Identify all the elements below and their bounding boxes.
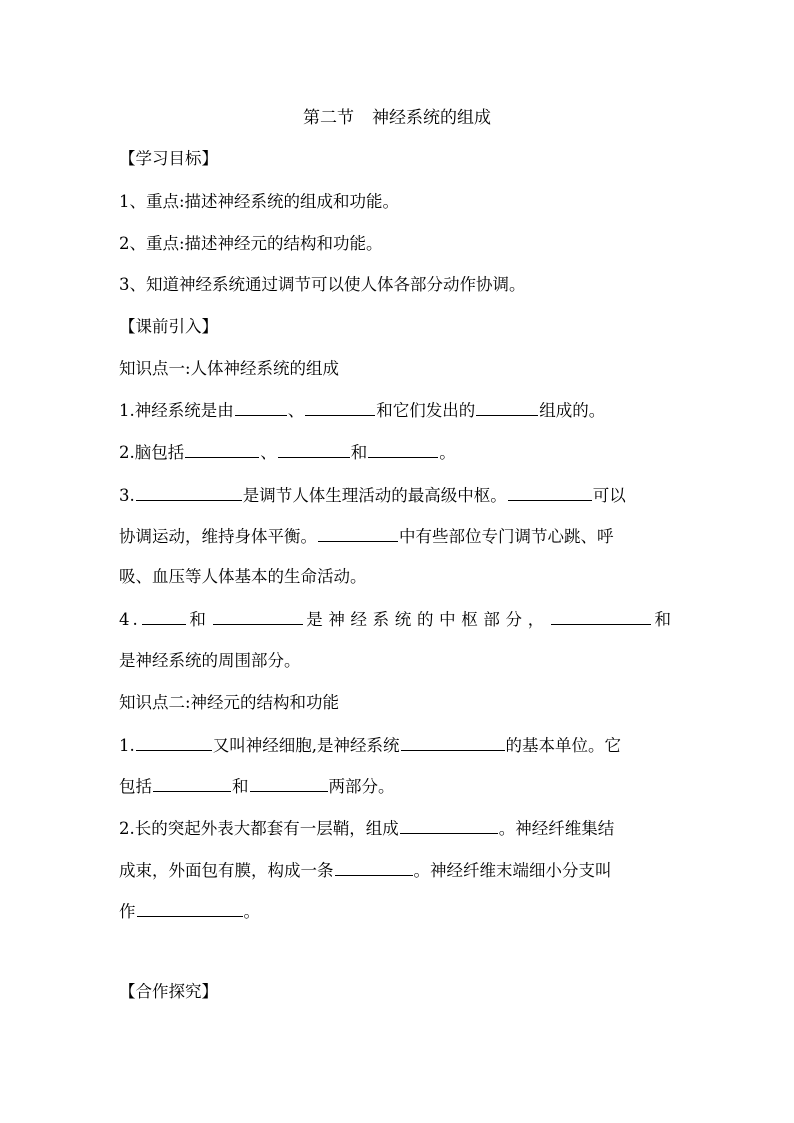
kp1-question-3-line-1 xyxy=(119,483,674,508)
answer-blank[interactable] xyxy=(476,398,538,416)
kp1-q3-text-d: 协调运动，维持身体平衡。 xyxy=(119,527,317,546)
answer-blank[interactable] xyxy=(335,858,413,876)
kp1-q2-text-a: 2.脑包括 xyxy=(119,443,185,462)
kp1-q1-text-b: 、 xyxy=(287,401,305,420)
kp2-q2-text-d: 。神经纤维末端细小分支叫 xyxy=(413,861,612,880)
answer-blank[interactable] xyxy=(142,607,186,625)
goal-item-3: 3、知道神经系统通过调节可以使人体各部分动作协调。 xyxy=(119,275,526,294)
goal-item-2: 2、重点:描述神经元的结构和功能。 xyxy=(119,234,383,253)
answer-blank[interactable] xyxy=(318,524,398,542)
kp1-question-4-line-1 xyxy=(119,607,674,632)
answer-blank[interactable] xyxy=(278,440,350,458)
kp2-q1-text-a: 1. xyxy=(119,736,135,755)
answer-blank[interactable] xyxy=(153,774,231,792)
kp1-q3-text-b: 是调节人体生理活动的最高级中枢。 xyxy=(242,486,507,505)
kp2-question-1-line-1 xyxy=(119,733,674,758)
answer-blank[interactable] xyxy=(235,398,287,416)
kp2-q2-text-c: 成束，外面包有膜，构成一条 xyxy=(119,861,334,880)
answer-blank[interactable] xyxy=(213,607,303,625)
kp1-q4-text-d: 和 xyxy=(651,610,675,629)
answer-blank[interactable] xyxy=(400,816,498,834)
kp2-question-2-line-1 xyxy=(119,816,674,841)
goal-item-1: 1、重点:描述神经系统的组成和功能。 xyxy=(119,192,400,211)
kp2-heading: 知识点二:神经元的结构和功能 xyxy=(119,693,340,712)
kp2-q1-text-e: 和 xyxy=(232,777,249,796)
answer-blank[interactable] xyxy=(551,607,651,625)
kp1-question-3-line-3: 吸、血压等人体基本的生命活动。 xyxy=(119,567,367,586)
answer-blank[interactable] xyxy=(137,899,243,917)
kp1-question-3-line-2 xyxy=(119,524,674,549)
kp1-q2-text-d: 。 xyxy=(439,443,456,462)
kp1-q1-text-a: 1.神经系统是由 xyxy=(119,401,234,420)
answer-blank[interactable] xyxy=(136,733,212,751)
answer-blank[interactable] xyxy=(401,733,505,751)
kp1-q1-text-c: 和它们发出的 xyxy=(376,401,476,420)
kp1-heading: 知识点一:人体神经系统的组成 xyxy=(119,359,340,378)
kp2-question-2-line-3 xyxy=(119,899,674,924)
intro-heading: 【课前引入】 xyxy=(119,317,218,336)
kp1-question-4-line-2: 是神经系统的周围部分。 xyxy=(119,651,301,670)
answer-blank[interactable] xyxy=(250,774,328,792)
section-number: 第二节 xyxy=(303,108,354,128)
kp1-q4-text-c: 是神经系统的中枢部分， xyxy=(303,610,550,629)
kp2-question-1-line-2 xyxy=(119,774,674,799)
kp2-q1-text-f: 两部分。 xyxy=(328,777,395,796)
kp2-q2-text-e: 作 xyxy=(119,902,136,921)
kp1-q3-text-e: 中有些部位专门调节心跳、呼 xyxy=(399,527,614,546)
kp1-question-2 xyxy=(119,440,674,465)
answer-blank[interactable] xyxy=(508,483,592,501)
kp1-question-1 xyxy=(119,398,674,423)
coop-heading: 【合作探究】 xyxy=(119,982,218,1001)
kp1-q1-text-d: 组成的。 xyxy=(539,401,606,420)
answer-blank[interactable] xyxy=(368,440,438,458)
kp2-q2-text-a: 2.长的突起外表大都套有一层鞘，组成 xyxy=(119,819,399,838)
kp1-q3-text-a: 3. xyxy=(119,486,135,505)
section-name: 神经系统的组成 xyxy=(372,108,491,128)
kp1-q2-text-c: 和 xyxy=(350,443,368,462)
answer-blank[interactable] xyxy=(136,483,242,501)
kp1-q2-text-b: 、 xyxy=(260,443,277,462)
kp2-q1-text-c: 的基本单位。它 xyxy=(505,736,621,755)
page-title xyxy=(0,106,794,130)
kp2-q2-text-f: 。 xyxy=(243,902,260,921)
answer-blank[interactable] xyxy=(305,398,375,416)
answer-blank[interactable] xyxy=(185,440,259,458)
kp2-q1-text-d: 包括 xyxy=(119,777,152,796)
goals-heading: 【学习目标】 xyxy=(119,149,218,168)
kp2-question-2-line-2 xyxy=(119,858,674,883)
kp2-q1-text-b: 又叫神经细胞,是神经系统 xyxy=(212,736,400,755)
kp1-q4-text-b: 和 xyxy=(186,610,212,629)
kp2-q2-text-b: 。神经纤维集结 xyxy=(498,819,615,838)
kp1-q3-text-c: 可以 xyxy=(592,486,626,505)
kp1-q4-text-a: 4. xyxy=(119,610,141,629)
